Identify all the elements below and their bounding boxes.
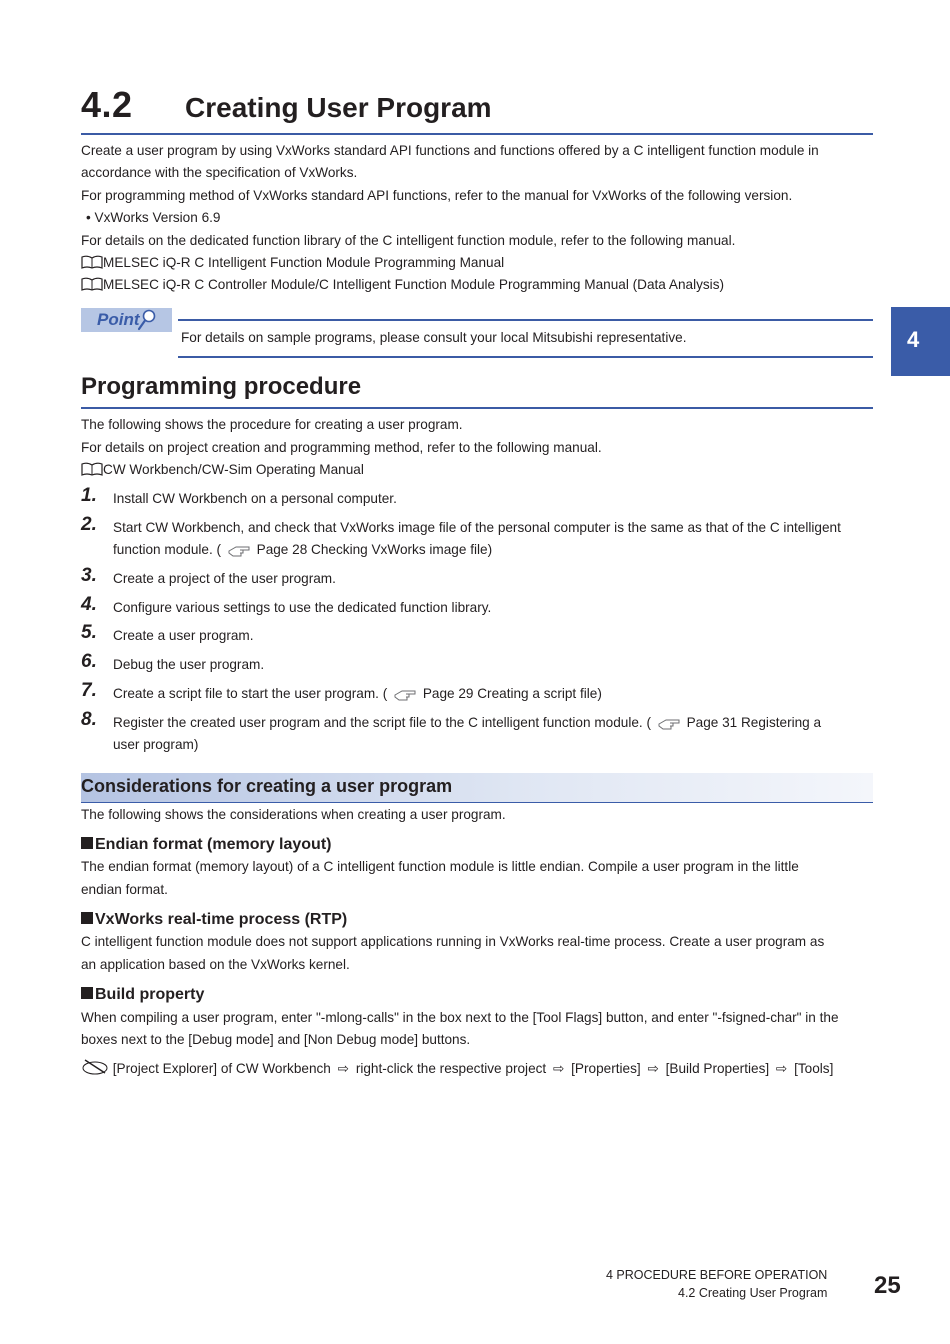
procedure-underline (81, 407, 873, 409)
step-number: 1. (81, 485, 97, 506)
procedure-line-1: The following shows the procedure for creating a user program. (81, 417, 463, 432)
book-icon (81, 462, 103, 476)
step-text (113, 683, 883, 705)
book-icon (81, 277, 103, 291)
pointing-hand-icon (227, 545, 251, 557)
book-icon (81, 255, 103, 269)
step-text: Configure various settings to use the dedicated function library. (113, 600, 492, 615)
page-reference-link[interactable]: Page 31 Registering a (686, 715, 822, 730)
path-step: [Properties] (571, 1061, 641, 1076)
step-number: 2. (81, 514, 97, 535)
procedure-manual-text: CW Workbench/CW-Sim Operating Manual (103, 462, 364, 477)
page-reference-link[interactable]: Page 29 Creating a script file) (422, 686, 602, 701)
step-text: Create a project of the user program. (113, 571, 336, 586)
manual-ref-2[interactable] (81, 274, 724, 296)
step-text (113, 712, 883, 734)
footer-chapter: 4 PROCEDURE BEFORE OPERATION (606, 1268, 828, 1282)
step-text-part: function module. ( (113, 542, 222, 557)
step-number: 4. (81, 594, 97, 615)
manual-ref-1[interactable] (81, 252, 504, 274)
page-reference-link[interactable]: Page 28 Checking VxWorks image file) (256, 542, 493, 557)
step-number: 3. (81, 565, 97, 586)
step-text: Create a user program. (113, 628, 254, 643)
point-badge (81, 308, 172, 332)
considerations-heading: Considerations for creating a user program (81, 776, 453, 796)
path-step: [Build Properties] (665, 1061, 770, 1076)
operation-path (81, 1057, 833, 1080)
manual-ref-1-text: MELSEC iQ-R C Intelligent Function Module Programming Manual (103, 255, 505, 270)
point-bottom-rule (178, 356, 873, 358)
procedure-line-2: For details on project creation and programming method, refer to the following manual. (81, 440, 602, 455)
step-text-part: Create a script file to start the user program. ( (113, 686, 388, 701)
path-step: right-click the respective project (355, 1061, 547, 1076)
path-step: [Tools] (794, 1061, 834, 1076)
manual-ref-2-text: MELSEC iQ-R C Controller Module/C Intelligent Function Module Programming Manual (Data Analysis) (103, 277, 725, 292)
footer-section: 4.2 Creating User Program (678, 1286, 828, 1300)
point-top-rule (178, 319, 873, 321)
considerations-intro: The following shows the considerations when creating a user program. (81, 807, 506, 822)
pointing-hand-icon (393, 689, 417, 701)
subsection-heading (81, 986, 204, 1004)
subsection-title: Build property (95, 986, 205, 1003)
chapter-tab-number: 4 (907, 327, 920, 352)
intro-line-1: Create a user program by using VxWorks standard API functions and functions offered by a C intelligent function module in (81, 143, 819, 158)
step-number: 5. (81, 622, 97, 643)
square-bullet-icon (81, 987, 93, 999)
procedure-manual-ref[interactable] (81, 459, 364, 481)
point-label: Point (97, 310, 140, 329)
intro-line-3: For programming method of VxWorks standard API functions, refer to the manual for VxWorks of the following version. (81, 188, 793, 203)
point-text: For details on sample programs, please consult your local Mitsubishi representative. (181, 330, 687, 345)
subsection-text: an application based on the VxWorks kernel. (81, 957, 350, 972)
magnifier-icon (137, 308, 157, 332)
arrow-right-icon: ⇨ (337, 1061, 350, 1076)
square-bullet-icon (81, 912, 93, 924)
pointing-hand-icon (657, 718, 681, 730)
step-text-continued: user program) (113, 737, 199, 752)
subsection-text: boxes next to the [Debug mode] and [Non Debug mode] buttons. (81, 1032, 471, 1047)
step-number: 7. (81, 680, 97, 701)
intro-line-4: For details on the dedicated function library of the C intelligent function module, refer to the following manual. (81, 233, 736, 248)
step-text: Start CW Workbench, and check that VxWorks image file of the personal computer is the same as that of the C intelligent (113, 520, 841, 535)
bullet-dot: • (86, 210, 95, 225)
intro-line-2: accordance with the specification of VxWorks. (81, 165, 358, 180)
subsection-title: VxWorks real-time process (RTP) (95, 911, 348, 928)
pencil-icon (81, 1057, 109, 1075)
subsection-heading (81, 911, 347, 929)
page-title: Creating User Program (185, 92, 492, 123)
chapter-tab[interactable] (891, 307, 950, 376)
subsection-text: C intelligent function module does not support applications running in VxWorks real-time process. Create a user program as (81, 934, 825, 949)
arrow-right-icon: ⇨ (552, 1061, 565, 1076)
title-underline (81, 133, 873, 135)
section-number: 4.2 (81, 84, 133, 125)
bullet-item (86, 207, 220, 229)
page-number: 25 (874, 1272, 901, 1299)
step-number: 6. (81, 651, 97, 672)
procedure-heading: Programming procedure (81, 373, 362, 400)
subsection-title: Endian format (memory layout) (95, 836, 332, 853)
subsection-text: When compiling a user program, enter "-mlong-calls" in the box next to the [Tool Flags] button, and enter "-fsigned-char" in the (81, 1010, 839, 1025)
step-text: Install CW Workbench on a personal computer. (113, 491, 397, 506)
arrow-right-icon: ⇨ (647, 1061, 659, 1076)
square-bullet-icon (81, 837, 93, 849)
step-text: Debug the user program. (113, 657, 265, 672)
step-number: 8. (81, 709, 97, 730)
subsection-text: The endian format (memory layout) of a C intelligent function module is little endian. Compile a user program in the little (81, 859, 799, 874)
step-text-continued (113, 539, 883, 561)
path-step: [Project Explorer] of CW Workbench (112, 1061, 331, 1076)
subsection-text: endian format. (81, 882, 168, 897)
bullet-text: VxWorks Version 6.9 (94, 210, 221, 225)
arrow-right-icon: ⇨ (775, 1061, 788, 1076)
step-text-part: Register the created user program and the script file to the C intelligent function module. ( (113, 715, 651, 730)
subsection-heading (81, 836, 331, 854)
